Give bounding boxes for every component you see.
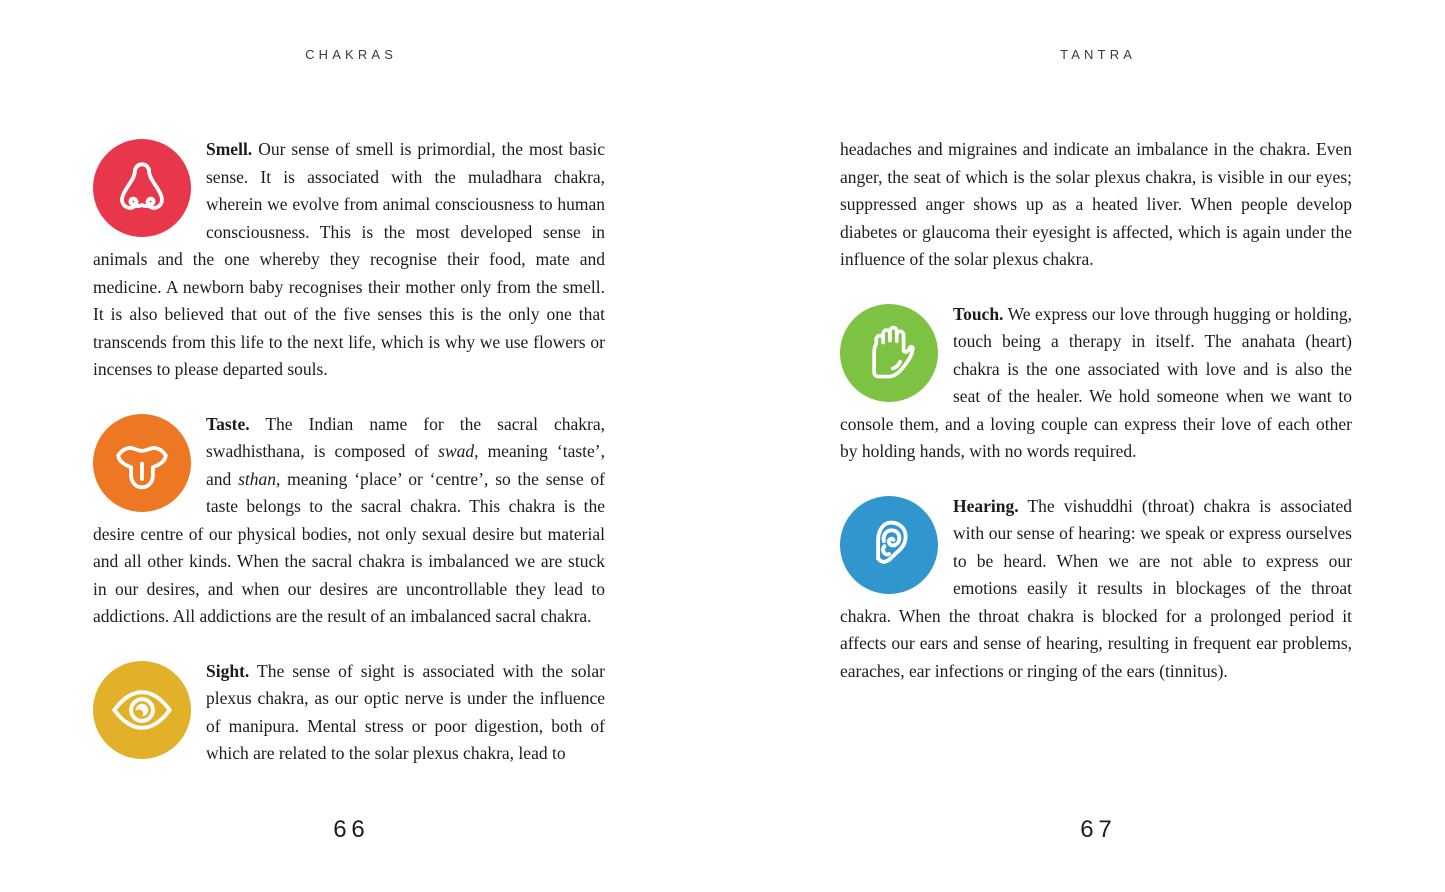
page-number-left: 66	[333, 816, 370, 843]
smell-lead: Smell.	[206, 139, 253, 159]
touch-icon-circle	[840, 304, 938, 402]
page-left	[93, 0, 605, 892]
ear-icon	[857, 513, 921, 577]
hearing-body: The vishuddhi (throat) chakra is associated with our sense of hearing: we speak or express ourselves to be heard. When we are not able to express our emotions easily it results in blockages of the throat chakra. When the throat chakra is blocked for a prolonged period it affects our ears and sense of hearing, resulting in frequent ear problems, earaches, ear infections or ringing of the ears (tinnitus).	[840, 495, 1352, 681]
taste-italic-sthan: sthan	[238, 468, 276, 489]
smell-body: Our sense of smell is primordial, the most basic sense. It is associated with the muladhara chakra, wherein we evolve from animal consciousness to human consciousness. This is the most developed sense in animals and the one whereby they recognise their food, mate and medicine. A newborn baby recognises their mother only from the smell. It is also believed that out of the five senses this is the only one that transcends from this life to the next life, which is why we use flowers or incenses to please departed souls.	[93, 139, 606, 379]
taste-body-2: , meaning ‘taste’, and	[206, 441, 605, 489]
section-hearing	[840, 493, 1352, 686]
page-right	[840, 0, 1352, 892]
taste-body-1: The Indian name for the sacral chakra, swadhisthana, is composed of	[206, 413, 606, 461]
hearing-lead: Hearing.	[953, 495, 1019, 516]
taste-icon-circle	[93, 414, 191, 512]
sight-lead: Sight.	[206, 660, 250, 681]
running-head-right: TANTRA	[1060, 47, 1137, 62]
section-touch	[840, 301, 1352, 466]
touch-body: We express our love through hugging or holding, touch being a therapy in itself. The anahata (heart) chakra is the one associated with love and is also the seat of the healer. We hold someone when we want to console them, and a loving couple can express their love of each other by holding hands, with no words required.	[840, 303, 1352, 461]
nose-icon	[110, 156, 174, 220]
page-number-right: 67	[1080, 816, 1117, 843]
sight-body: The sense of sight is associated with the solar plexus chakra, as our optic nerve is under the influence of manipura. Mental stress or poor digestion, both of which are related to the solar plexus chakra, lead to	[206, 660, 606, 763]
page-left-content	[93, 136, 605, 768]
section-taste	[93, 411, 605, 631]
smell-icon-circle	[93, 139, 191, 237]
sight-icon-circle	[93, 661, 191, 759]
paragraph-sight-continuation: headaches and migraines and indicate an imbalance in the chakra. Even anger, the seat of which is the solar plexus chakra, is visible in our eyes; suppressed anger shows up as a heated liver. When people develop diabetes or glaucoma their eyesight is affected, which is again under the influence of the solar plexus chakra.	[840, 139, 1352, 269]
touch-lead: Touch.	[953, 303, 1004, 324]
hand-icon	[858, 322, 920, 384]
taste-body-3: , meaning ‘place’ or ‘centre’, so the sense of taste belongs to the sacral chakra. This chakra is the desire centre of our physical bodies, not only sexual desire but material and all other kinds. When the sacral chakra is imbalanced we are stuck in our desires, and when our desires are uncontrollable they lead to addictions. All addictions are the result of an imbalanced sacral chakra.	[93, 468, 605, 626]
taste-italic-swad: swad	[438, 441, 475, 461]
section-smell	[93, 136, 605, 384]
section-sight	[93, 658, 605, 768]
tongue-icon	[110, 431, 174, 495]
running-head-left: CHAKRAS	[305, 47, 398, 62]
page-right-content	[840, 136, 1352, 685]
taste-lead: Taste.	[206, 413, 250, 434]
eye-icon	[109, 677, 175, 743]
hearing-icon-circle	[840, 496, 938, 594]
